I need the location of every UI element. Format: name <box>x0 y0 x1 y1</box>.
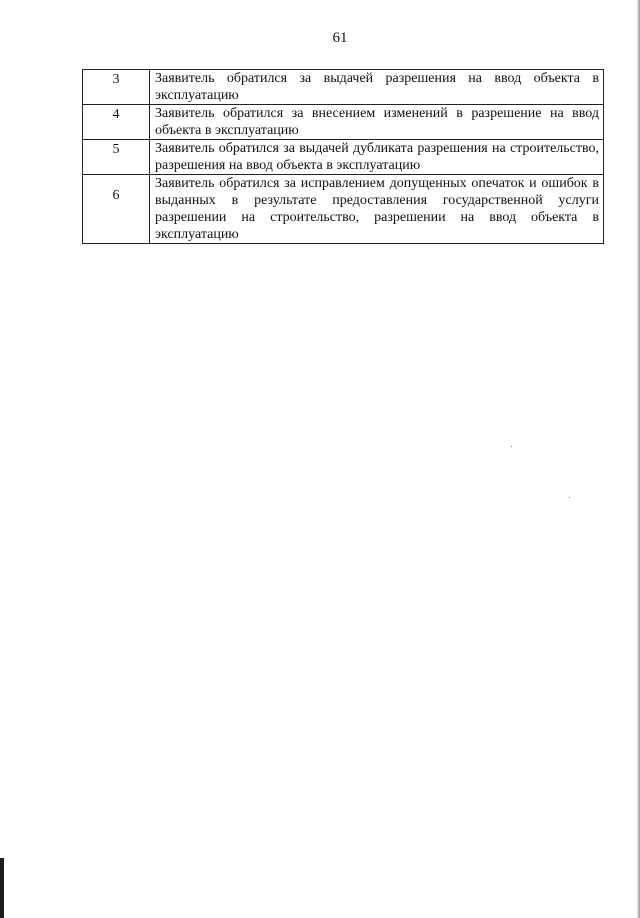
scan-speck <box>511 446 512 447</box>
table-row <box>83 70 604 105</box>
page-number: 61 <box>332 30 348 46</box>
table-row <box>83 175 604 244</box>
scan-speck <box>569 497 570 498</box>
row-number: 3 <box>83 70 150 105</box>
row-text: Заявитель обратился за внесением изменений в разрешение на ввод объекта в эксплуатацию <box>150 105 604 140</box>
row-text: Заявитель обратился за исправлением допущенных опечаток и ошибок в выданных в результате предоставления государственной услуги разрешении на строительство, разрешении на ввод объекта в эксплуатацию <box>150 175 604 244</box>
row-number: 4 <box>83 105 150 140</box>
scan-edge-artifact <box>0 858 4 918</box>
row-text: Заявитель обратился за выдачей разрешения на ввод объекта в эксплуатацию <box>150 70 604 105</box>
row-text: Заявитель обратился за выдачей дубликата разрешения на строительство, разрешения на ввод объекта в эксплуатацию <box>150 140 604 175</box>
table-row <box>83 140 604 175</box>
table-row <box>83 105 604 140</box>
applicant-cases-table <box>82 69 604 244</box>
row-number: 5 <box>83 140 150 175</box>
row-number: 6 <box>83 175 150 244</box>
